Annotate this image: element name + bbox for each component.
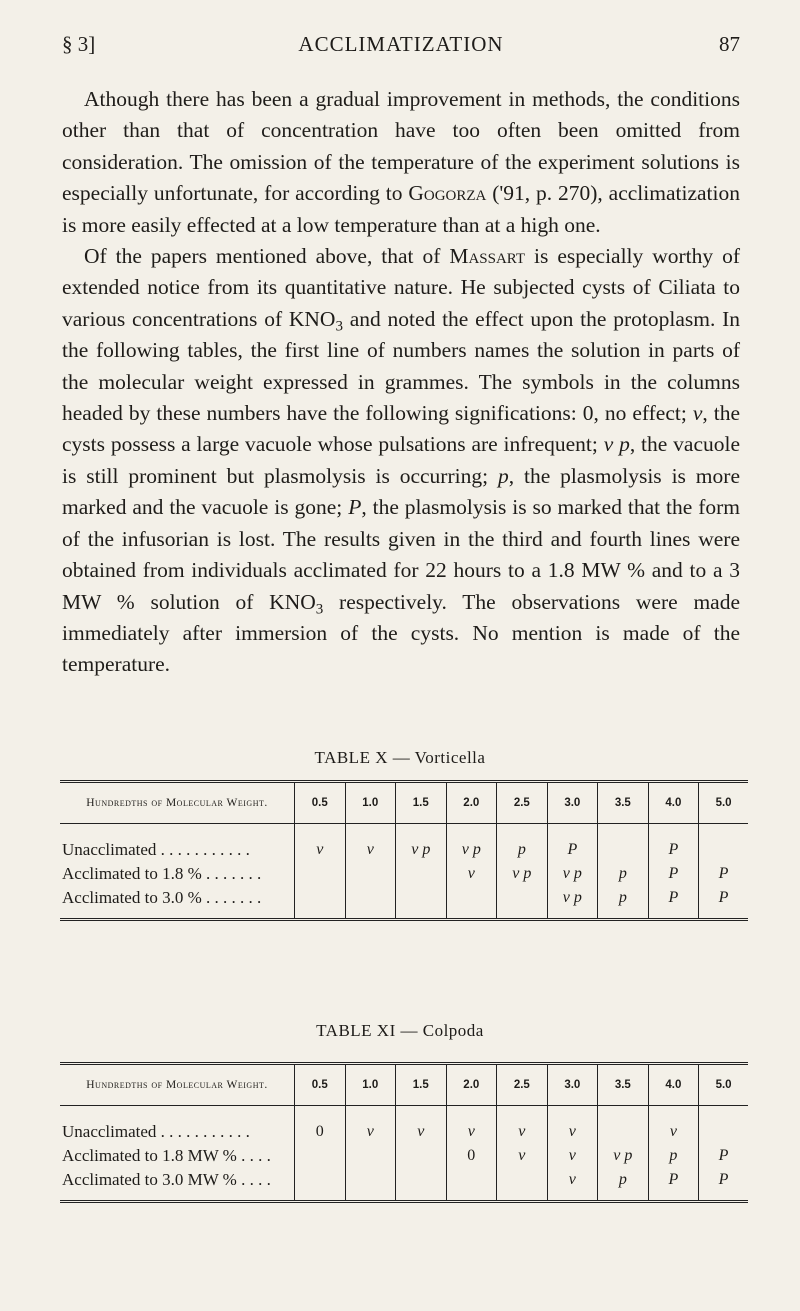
column-header-2-5: 2.5 <box>497 1064 548 1106</box>
symbol-vp: v p <box>603 432 630 457</box>
row-label: Acclimated to 3.0 % . . . . . . . <box>60 886 295 920</box>
page-number: 87 <box>719 32 740 56</box>
table-cell: v <box>446 862 497 886</box>
table-cell: v <box>345 824 396 863</box>
table-cell <box>345 1144 396 1168</box>
paragraph-text: is especially worthy of extended notice from its quantitative nature. He subjected cysts of Ciliata to various concentrations of KNO <box>62 244 740 331</box>
table-cell: 0 <box>295 1106 346 1145</box>
column-header-0-5: 0.5 <box>295 782 346 824</box>
paragraph-text: and noted the effect upon the protoplasm. In the following tables, the first line of numbers names the solution in parts of the molecular weight expressed in grammes. The symbols in the columns headed by these numbers have the following significations: 0, no effect; <box>62 306 740 426</box>
table-row <box>60 1144 748 1168</box>
table-cell: v <box>497 1144 548 1168</box>
table-cell: P <box>648 824 699 863</box>
table-row <box>60 886 748 920</box>
column-header-4-0: 4.0 <box>648 782 699 824</box>
column-header-label: Hundredths of Molecular Weight. <box>60 782 295 824</box>
body-text <box>62 84 740 681</box>
row-label: Acclimated to 3.0 MW % . . . . <box>60 1168 295 1202</box>
column-header-2-0: 2.0 <box>446 1064 497 1106</box>
row-label: Acclimated to 1.8 MW % . . . . <box>62 1146 271 1165</box>
author-name-massart: Massart <box>449 244 526 269</box>
table-cell: P <box>648 862 699 886</box>
table-cell <box>396 886 447 920</box>
table-cell <box>497 886 548 920</box>
table-cell: p <box>598 886 649 920</box>
subscript: 3 <box>315 601 324 617</box>
column-header-3-5: 3.5 <box>598 782 649 824</box>
table-cell: v p <box>547 862 598 886</box>
column-header-1-0: 1.0 <box>345 1064 396 1106</box>
running-head <box>62 32 740 62</box>
table-cell: v <box>295 824 346 863</box>
column-header-3-0: 3.0 <box>547 1064 598 1106</box>
table-header-row <box>60 782 748 824</box>
column-header-1-5: 1.5 <box>396 1064 447 1106</box>
table-cell <box>345 1168 396 1202</box>
table-cell <box>497 1168 548 1202</box>
table-cell: P <box>648 886 699 920</box>
symbol-P: P <box>348 495 362 520</box>
table-xi-colpoda <box>60 1062 748 1203</box>
column-header-2-0: 2.0 <box>446 782 497 824</box>
subscript: 3 <box>335 318 343 335</box>
column-header-5-0: 5.0 <box>699 1064 748 1106</box>
table-cell: v <box>547 1144 598 1168</box>
table-cell: p <box>598 862 649 886</box>
paragraph-text: , the cysts possess a large vacuole whose pulsations are infrequent; <box>62 401 740 457</box>
paragraph-text: ('91, p. 270), acclimatization is more easily effected at a low temperature than at a high one. <box>62 181 740 237</box>
table-cell: v p <box>598 1144 649 1168</box>
table-cell: P <box>699 862 748 886</box>
table-cell: P <box>699 886 748 920</box>
table-cell: v p <box>497 862 548 886</box>
symbol-p: p <box>497 463 509 488</box>
table-cell <box>295 862 346 886</box>
row-label: Unacclimated . . . . . . . . . . . <box>62 840 250 859</box>
table-header-row <box>60 1064 748 1106</box>
table-cell <box>396 862 447 886</box>
row-label: Unacclimated . . . . . . . . . . . <box>62 1122 250 1141</box>
paragraph-text: Of the papers mentioned above, that of <box>84 244 450 269</box>
table-cell <box>446 1168 497 1202</box>
column-header-1-5: 1.5 <box>396 782 447 824</box>
table-cell: P <box>699 1144 748 1168</box>
table-cell: v <box>497 1106 548 1145</box>
table-cell: 0 <box>446 1144 497 1168</box>
table-cell: v p <box>446 824 497 863</box>
table-cell: v p <box>547 886 598 920</box>
symbol-v: v <box>692 401 703 426</box>
paragraph-text: Athough there has been a gradual improvement in methods, the conditions other than that of concentration have too often been omitted from consideration. The omission of the temperature of the experiment solutions is especially unfortunate, for according to <box>62 87 740 206</box>
table-cell <box>699 1106 748 1145</box>
column-header-0-5: 0.5 <box>295 1064 346 1106</box>
table-cell <box>295 1144 346 1168</box>
row-label: Acclimated to 1.8 % . . . . . . . <box>62 864 262 883</box>
column-header-2-5: 2.5 <box>497 782 548 824</box>
table-cell: v p <box>396 824 447 863</box>
table-cell: v <box>547 1106 598 1145</box>
table-cell <box>345 862 396 886</box>
table-cell <box>699 824 748 863</box>
table-xi-title: TABLE XI — Colpoda <box>316 1021 484 1040</box>
page-header-title: ACCLIMATIZATION <box>298 32 504 56</box>
table-cell <box>295 1168 346 1202</box>
column-header-3-0: 3.0 <box>547 782 598 824</box>
table-cell: v <box>345 1106 396 1145</box>
table-cell: v <box>648 1106 699 1145</box>
table-cell: v <box>547 1168 598 1202</box>
paragraph-1 <box>62 84 740 241</box>
table-row <box>60 1106 748 1145</box>
author-name-gogorza: Gogorza <box>408 181 487 206</box>
table-x-title: TABLE X — Vorticella <box>314 748 486 767</box>
table-cell: p <box>598 1168 649 1202</box>
table-cell <box>446 886 497 920</box>
table-x-vorticella <box>60 780 748 921</box>
table-cell: v <box>396 1106 447 1145</box>
table-cell <box>598 824 649 863</box>
table-cell: P <box>547 824 598 863</box>
paragraph-text: , the vacuole is still prominent but plasmolysis is occurring; <box>62 432 741 488</box>
paragraph-text: respectively. The observations were made immediately after immersion of the cysts. No mention is made of the temperature. <box>62 589 740 677</box>
paragraph-text: , the plasmolysis is so marked that the form of the infusorian is lost. The results given in the third and fourth lines were obtained from individuals acclimated for 22 hours to a 1.8 MW % and to a 3 MW % solution of KNO <box>62 495 740 614</box>
paragraph-2 <box>62 241 740 681</box>
table-row <box>60 824 748 863</box>
column-header-label: Hundredths of Molecular Weight. <box>60 1064 295 1106</box>
column-header-4-0: 4.0 <box>648 1064 699 1106</box>
paragraph-text: , the plasmolysis is more marked and the vacuole is gone; <box>62 463 740 520</box>
column-header-3-5: 3.5 <box>598 1064 649 1106</box>
table-cell <box>598 1106 649 1145</box>
table-cell: P <box>648 1168 699 1202</box>
table-row <box>60 1168 748 1202</box>
table-cell <box>396 1144 447 1168</box>
table-cell: P <box>699 1168 748 1202</box>
column-header-5-0: 5.0 <box>699 782 748 824</box>
table-cell: p <box>648 1144 699 1168</box>
table-cell: v <box>446 1106 497 1145</box>
table-cell: p <box>497 824 548 863</box>
table-row <box>60 862 748 886</box>
section-marker: § 3] <box>62 32 96 56</box>
column-header-1-0: 1.0 <box>345 782 396 824</box>
table-cell <box>345 886 396 920</box>
table-cell <box>396 1168 447 1202</box>
table-cell <box>295 886 346 920</box>
